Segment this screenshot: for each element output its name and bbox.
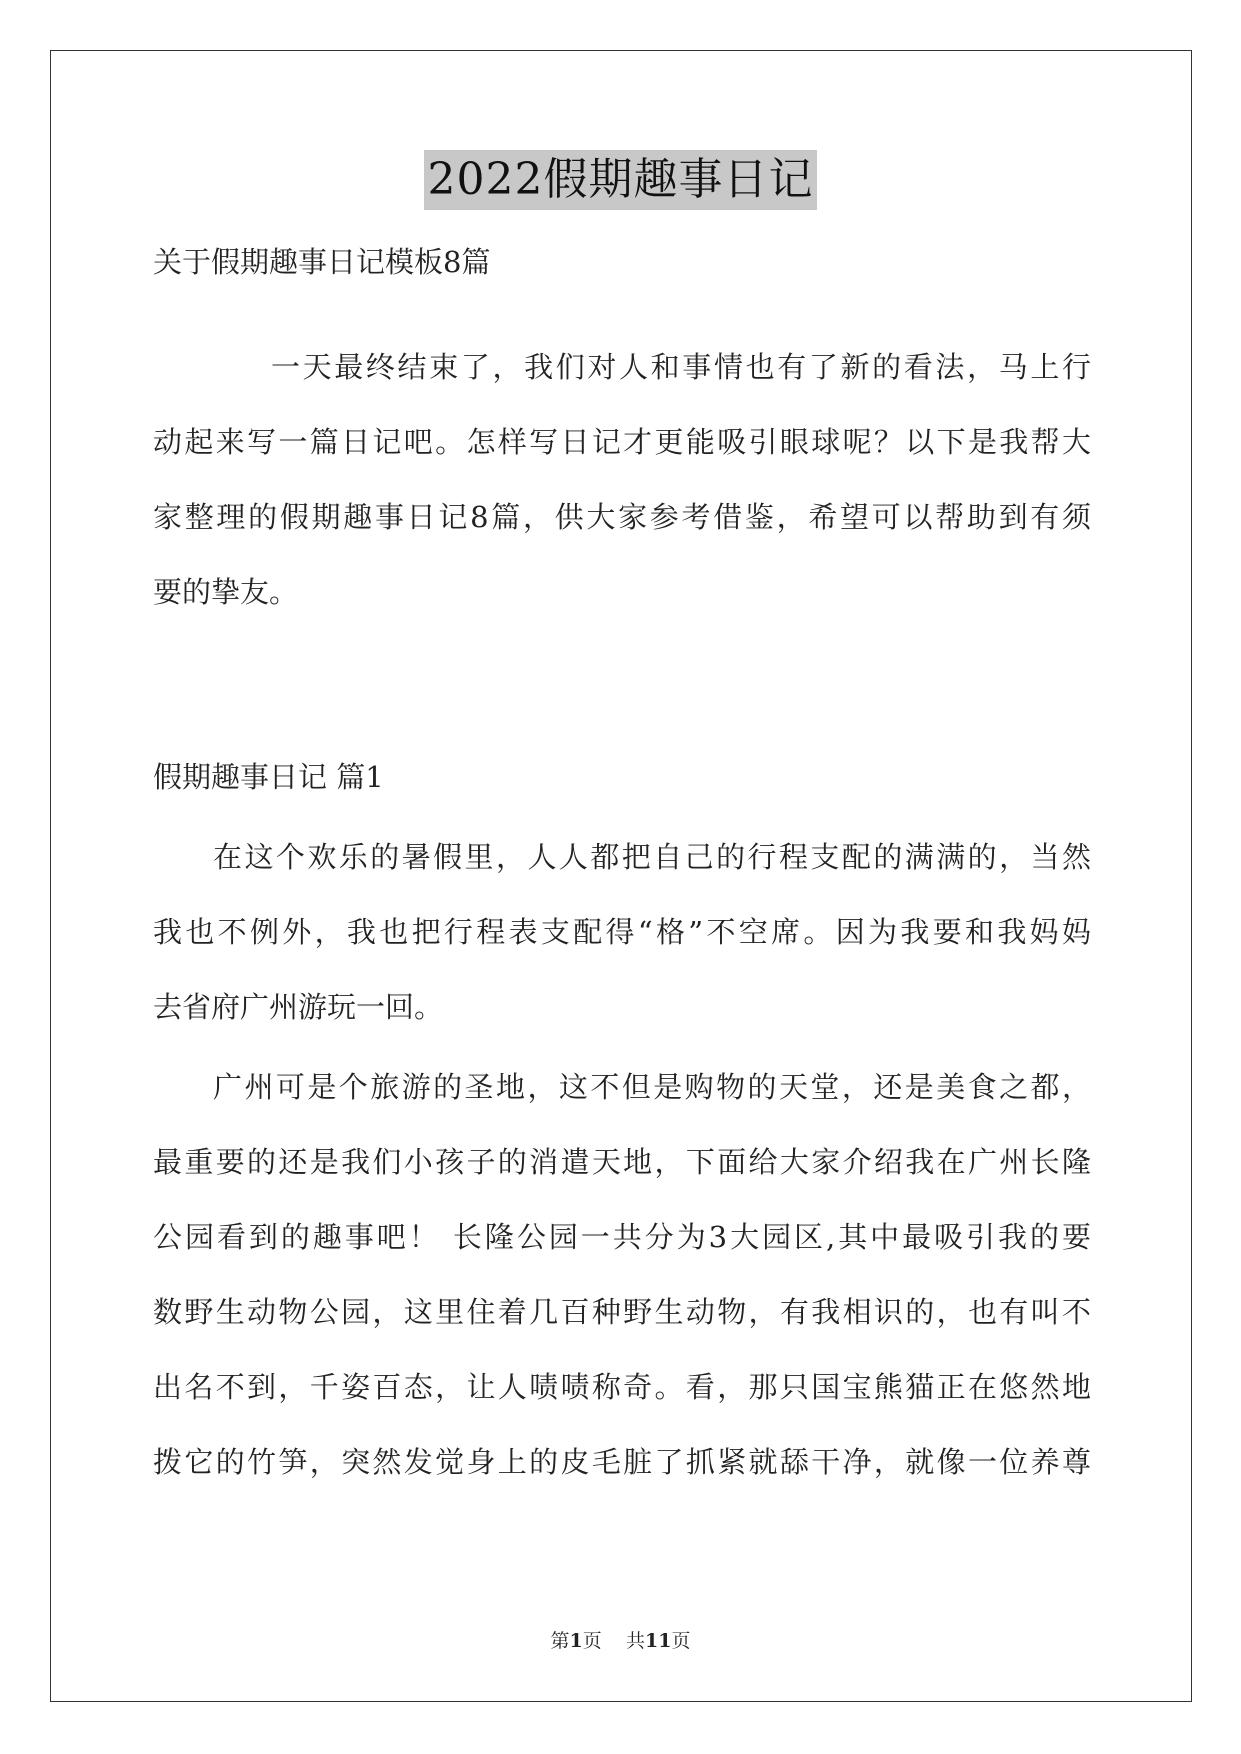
para1-line-3: 去省府广州游玩一回。	[153, 990, 444, 1024]
page-prefix: 第	[550, 1630, 570, 1652]
total-prefix: 共	[625, 1630, 645, 1652]
intro-line-4: 要的挚友。	[153, 575, 299, 609]
page-number: 1	[569, 1630, 583, 1652]
para2-line-4: 数野生动物公园，这里住着几百种野生动物，有我相识的，也有叫不	[153, 1295, 1091, 1329]
page-suffix: 页	[582, 1630, 602, 1652]
page-footer	[0, 1626, 1241, 1653]
para2-line-6: 拨它的竹笋，突然发觉身上的皮毛脏了抓紧就舔干净，就像一位养尊	[153, 1445, 1091, 1479]
total-pages: 11	[644, 1630, 672, 1652]
para2-line-2: 最重要的还是我们小孩子的消遣天地，下面给大家介绍我在广州长隆	[153, 1145, 1091, 1179]
document-subtitle: 关于假期趣事日记模板8篇	[153, 245, 491, 279]
section-heading: 假期趣事日记 篇1	[153, 760, 384, 794]
para1-line-1: 在这个欢乐的暑假里，人人都把自己的行程支配的满满的，当然	[213, 840, 1091, 874]
total-suffix: 页	[671, 1630, 691, 1652]
para1-line-2: 我也不例外，我也把行程表支配得“格”不空席。因为我要和我妈妈	[153, 915, 1091, 949]
para2-line-5: 出名不到，千姿百态，让人啧啧称奇。看，那只国宝熊猫正在悠然地	[153, 1370, 1091, 1404]
para2-line-3: 公园看到的趣事吧！ 长隆公园一共分为3大园区,其中最吸引我的要	[153, 1220, 1091, 1254]
intro-line-3: 家整理的假期趣事日记8篇，供大家参考借鉴，希望可以帮助到有须	[153, 500, 1091, 534]
title-container	[0, 150, 1241, 210]
para2-line-1: 广州可是个旅游的圣地，这不但是购物的天堂，还是美食之都，	[213, 1070, 1091, 1104]
document-title: 2022假期趣事日记	[424, 150, 818, 210]
intro-line-2: 动起来写一篇日记吧。怎样写日记才更能吸引眼球呢？以下是我帮大	[153, 425, 1091, 459]
intro-line-1: 一天最终结束了，我们对人和事情也有了新的看法，马上行	[271, 350, 1091, 384]
